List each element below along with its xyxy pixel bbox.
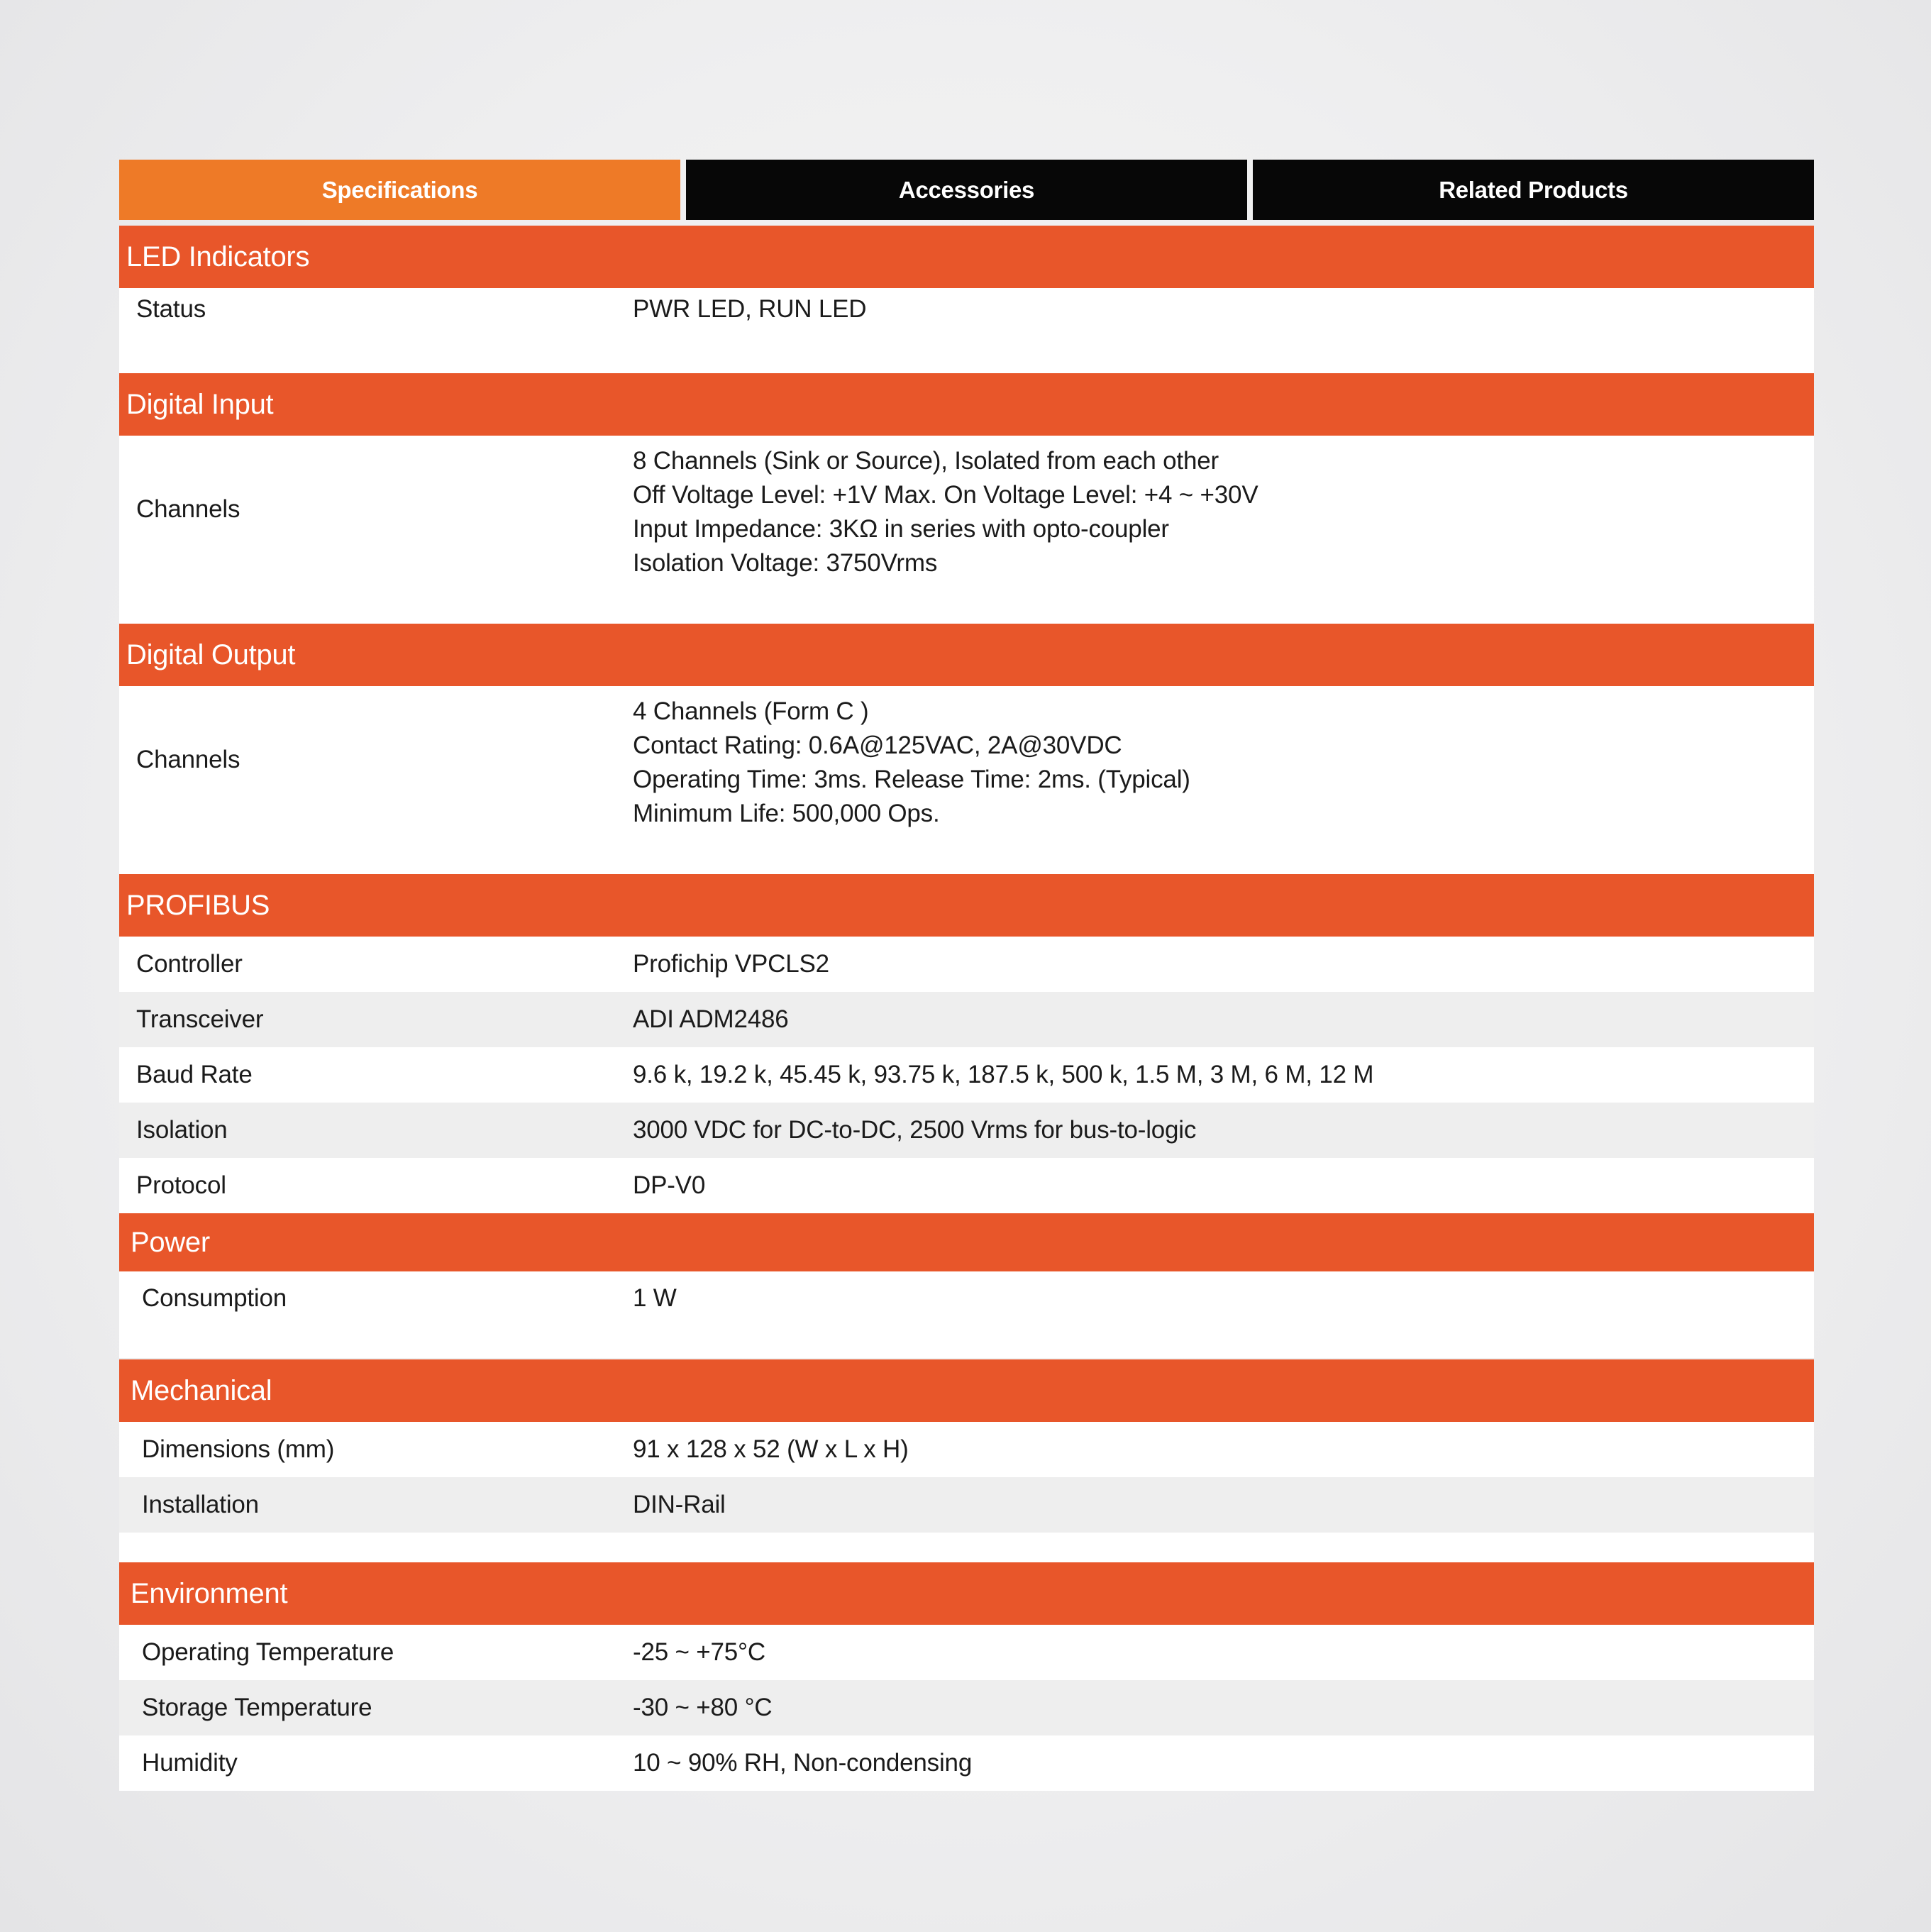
spec-row <box>119 1047 1814 1103</box>
spec-value: -25 ~ +75°C <box>633 1638 765 1666</box>
spec-label: Transceiver <box>136 1005 264 1033</box>
spec-label: Isolation <box>136 1116 228 1144</box>
spec-label: Channels <box>136 495 240 523</box>
spec-value-line: Contact Rating: 0.6A@125VAC, 2A@30VDC <box>633 732 1122 759</box>
spec-value-line: Off Voltage Level: +1V Max. On Voltage Level: +4 ~ +30V <box>633 481 1258 509</box>
section-power <box>119 1213 1814 1358</box>
spec-value: 9.6 k, 19.2 k, 45.45 k, 93.75 k, 187.5 k, 500 k, 1.5 M, 3 M, 6 M, 12 M <box>633 1061 1374 1088</box>
spec-label: Consumption <box>142 1284 287 1312</box>
section-header: LED Indicators <box>119 226 1814 288</box>
spec-label: Humidity <box>142 1749 238 1777</box>
spec-value-line: Isolation Voltage: 3750Vrms <box>633 549 938 577</box>
spec-label: Installation <box>142 1491 259 1518</box>
spec-value-line: 4 Channels (Form C ) <box>633 697 869 725</box>
spec-value: DIN-Rail <box>633 1491 726 1518</box>
section-digital-input <box>119 373 1814 624</box>
spec-value: ADI ADM2486 <box>633 1005 789 1033</box>
spec-label: Baud Rate <box>136 1061 253 1088</box>
spec-value-line: 8 Channels (Sink or Source), Isolated from each other <box>633 447 1219 475</box>
spec-value: -30 ~ +80 °C <box>633 1694 773 1721</box>
spec-row <box>119 1625 1814 1680</box>
spec-label: Dimensions (mm) <box>142 1435 335 1463</box>
tab-related-products[interactable]: Related Products <box>1253 160 1814 220</box>
tab-specifications[interactable]: Specifications <box>119 160 680 220</box>
spec-value: PWR LED, RUN LED <box>633 295 867 323</box>
spec-row <box>119 288 1814 373</box>
spec-row <box>119 1158 1814 1213</box>
spec-row <box>119 1422 1814 1477</box>
spec-row <box>119 436 1814 624</box>
spec-label: Status <box>136 295 206 323</box>
spacer-row <box>119 1533 1814 1562</box>
section-header: Environment <box>119 1562 1814 1625</box>
spec-label: Operating Temperature <box>142 1638 394 1666</box>
spec-value-line: Minimum Life: 500,000 Ops. <box>633 800 940 827</box>
spec-value: 1 W <box>633 1284 677 1312</box>
spec-value-line: Operating Time: 3ms. Release Time: 2ms. (Typical) <box>633 766 1190 793</box>
spec-row <box>119 1735 1814 1791</box>
section-header: Mechanical <box>119 1359 1814 1422</box>
spec-row <box>119 1103 1814 1158</box>
spec-value: 91 x 128 x 52 (W x L x H) <box>633 1435 909 1463</box>
section-header: PROFIBUS <box>119 874 1814 937</box>
spec-row <box>119 1271 1814 1358</box>
spec-panel <box>119 160 1814 1791</box>
section-header: Power <box>119 1213 1814 1271</box>
spec-label: Storage Temperature <box>142 1694 372 1721</box>
tab-bar <box>119 160 1814 220</box>
spec-value <box>623 695 1814 874</box>
spec-value: Profichip VPCLS2 <box>633 950 829 978</box>
spec-label: Controller <box>136 950 243 978</box>
spec-label: Protocol <box>136 1171 226 1199</box>
spec-row <box>119 686 1814 874</box>
spec-value: DP-V0 <box>633 1171 706 1199</box>
spec-row <box>119 1477 1814 1533</box>
spec-row <box>119 992 1814 1047</box>
spec-value: 10 ~ 90% RH, Non-condensing <box>633 1749 973 1777</box>
section-mechanical <box>119 1359 1814 1562</box>
section-digital-output <box>119 624 1814 874</box>
spec-value-line: Input Impedance: 3KΩ in series with opto-coupler <box>633 515 1169 543</box>
section-profibus <box>119 874 1814 1213</box>
spec-label: Channels <box>136 746 240 773</box>
section-led-indicators <box>119 226 1814 373</box>
section-environment <box>119 1562 1814 1791</box>
spec-row <box>119 937 1814 992</box>
spec-value: 3000 VDC for DC-to-DC, 2500 Vrms for bus-to-logic <box>633 1116 1197 1144</box>
spec-row <box>119 1680 1814 1735</box>
section-header: Digital Input <box>119 373 1814 436</box>
spec-value <box>623 444 1814 624</box>
tab-accessories[interactable]: Accessories <box>686 160 1247 220</box>
section-header: Digital Output <box>119 624 1814 686</box>
